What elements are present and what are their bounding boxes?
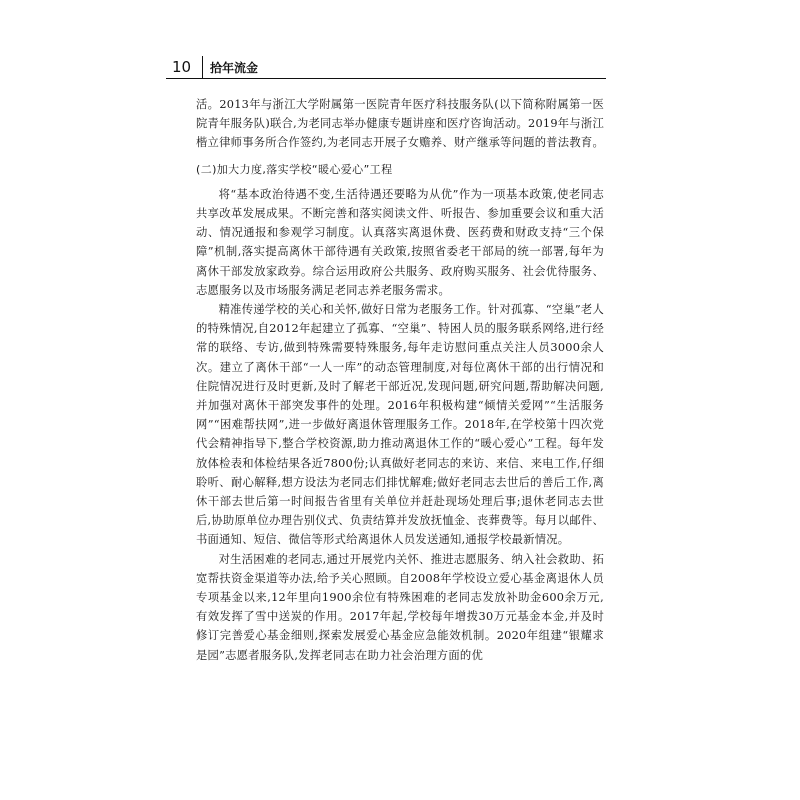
- paragraph-continuation: 活。2013年与浙江大学附属第一医院青年医疗科技服务队(以下简称附属第一医院青年服务队)联合,为老同志举办健康专题讲座和医疗咨询活动。2019年与浙江楷立律师事务所合作签约,为老同志开展子女赡养、财产继承等问题的普法教育。: [196, 98, 604, 150]
- header-divider: [202, 56, 203, 78]
- page-header: [166, 56, 606, 80]
- page-number: 10: [172, 58, 192, 76]
- paragraph: 对生活困难的老同志,通过开展党内关怀、推进志愿服务、纳入社会救助、拓宽帮扶资金渠道等办法,给予关心照顾。自2008年学校设立爱心基金离退休人员专项基金以来,12年里向1900余位有特殊困难的老同志发放补助金600余万元,有效发挥了雪中送炭的作用。2017年起,学校每年增拨30万元基金本金,并及时修订完善爱心基金细则,探索发展爱心基金应急能效机制。2020年组建“银耀求是园”志愿者服务队,发挥老同志在助力社会治理方面的优: [196, 552, 604, 662]
- paragraph: 精准传递学校的关心和关怀,做好日常为老服务工作。针对孤寡、“空巢”老人的特殊情况,自2012年起建立了孤寡、“空巢”、特困人员的服务联系网络,进行经常的联络、专访,做到特殊需要特殊服务,每年走访慰问重点关注人员3000余人次。建立了离休干部“一人一库”的动态管理制度,对每位离休干部的出行情况和住院情况进行及时更新,及时了解老干部近况,发现问题,研究问题,帮助解决问题,并加强对离休干部突发事件的处理。2016年积极构建“倾情关爱网”“生活服务网”“困难帮扶网”,进一步做好离退休管理服务工作。2018年,在学校第十四次党代会精神指导下,整合学校资源,助力推动离退休工作的“暖心爱心”工程。每年发放体检表和体检结果各近7800份;认真做好老同志的来访、来信、来电工作,仔细聆听、耐心解释,想方设法为老同志们排忧解难;做好老同志去世后的善后工作,离休干部去世后第一时间报告省里有关单位并赶赴现场处理后事;退休老同志去世后,协助原单位办理告别仪式、负责结算并发放抚恤金、丧葬费等。每月以邮件、书面通知、短信、微信等形式给离退休人员发送通知,通报学校最新情况。: [196, 303, 604, 547]
- header-rule: [166, 78, 606, 79]
- body-text: [196, 95, 604, 665]
- section-heading: (二)加大力度,落实学校“暖心爱心”工程: [196, 162, 393, 176]
- running-title: 拾年流金: [210, 61, 259, 75]
- paragraph: 将“基本政治待遇不变,生活待遇还要略为从优”作为一项基本政策,使老同志共享改革发展成果。不断完善和落实阅读文件、听报告、参加重要会议和重大活动、情况通报和参观学习制度。认真落实离退休费、医药费和财政支持“三个保障”机制,落实提高离休干部待遇有关政策,按照省委老干部局的统一部署,每年为离休干部发放家政券。综合运用政府公共服务、政府购买服务、社会优待服务、志愿服务以及市场服务满足老同志养老服务需求。: [196, 187, 604, 297]
